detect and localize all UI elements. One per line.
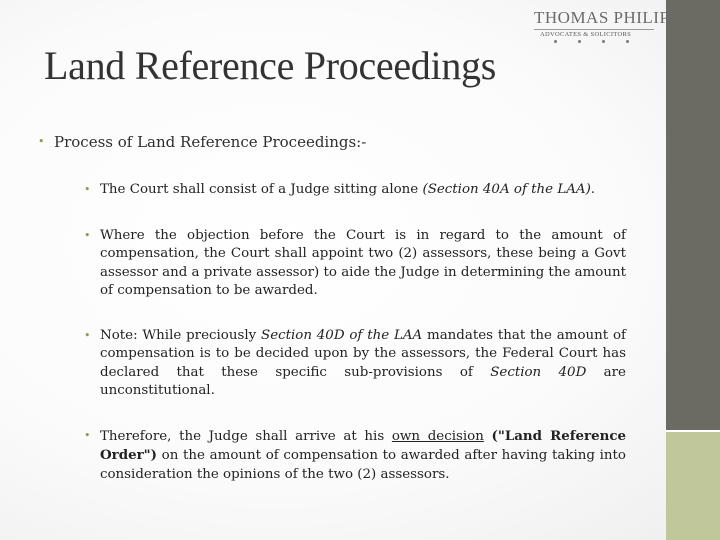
point-text: on the amount of compensation to awarded after having taking into consideration the opinions of the two (2) assessors. [100,448,626,482]
logo-name: THOMAS PHILIP [534,8,670,27]
logo-dot [554,40,557,43]
main-bullet [38,133,367,151]
section-reference: Section 40D [490,364,587,380]
land-reference-order-text: ("Land Reference Order") [100,428,627,464]
point-text: Note: While preciously [100,328,262,343]
point-assessors [84,227,626,301]
bullet-icon: • [38,135,45,148]
point-text: Where the objection before the Court is in regard to the amount of compensation, the Court shall appoint two (2) assessors, these being a Govt assessor and a private assessor) to aide the Judge in determining the amount of compensation to be awarded. [100,228,626,299]
logo-dot [602,40,605,43]
logo-dot [626,40,629,43]
logo-rule [534,29,654,30]
point-text: The Court shall consist of a Judge sitting alone [100,182,423,197]
sidebar-light-band [666,432,720,540]
sidebar-dark-band [666,0,720,432]
bullet-icon: • [84,229,91,242]
point-text: mandates that the amount of compensation is to be decided upon by the assessors, the Federal Court has declared that these specific sub-provisions of [100,328,626,380]
slide-title: Land Reference Proceedings [44,43,496,88]
point-court-composition [84,181,626,199]
point-judge-decision [84,427,627,484]
firm-logo [530,8,670,48]
point-text: Therefore, the Judge shall arrive at his [100,429,392,444]
logo-dots [550,40,640,46]
logo-dot [578,40,581,43]
point-text: are unconstitutional. [100,364,626,399]
point-text [484,429,492,444]
bullet-icon: • [84,183,91,196]
main-bullet-text: Process of Land Reference Proceedings:- [54,133,367,151]
own-decision-text: own decision [391,429,484,444]
bullet-icon: • [84,329,91,342]
point-note [84,327,626,401]
section-reference: (Section 40A of the LAA) [422,182,591,197]
point-text: . [590,182,596,197]
bullet-icon: • [84,429,91,442]
logo-tagline: ADVOCATES & SOLICITORS [540,31,631,38]
section-reference: Section 40D of the LAA [261,328,423,343]
